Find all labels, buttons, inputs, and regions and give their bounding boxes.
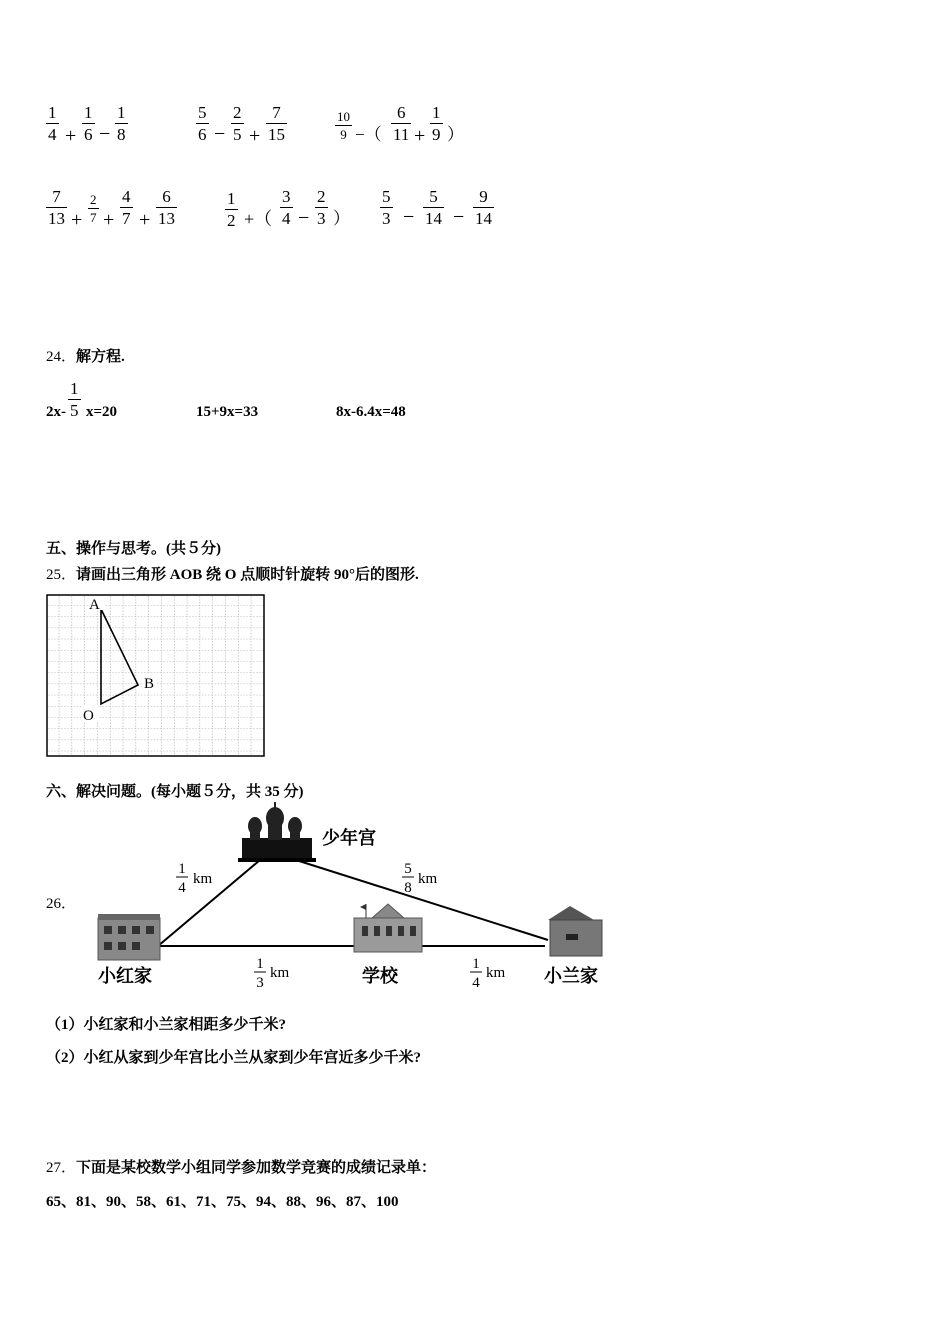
- svg-text:8: 8: [404, 880, 412, 896]
- question-26-sub-1: （1）小红家和小兰家相距多少千米?: [46, 1017, 287, 1033]
- question-26-number: 26．: [46, 896, 77, 912]
- fraction: $\frac{4}{7}$: [122, 187, 131, 228]
- svg-text:4: 4: [472, 975, 480, 991]
- fraction: $\frac{2}{7}$: [90, 192, 97, 225]
- label-home-red: 小红家: [98, 966, 152, 986]
- label-home-lan: 小兰家: [544, 966, 598, 986]
- home-red-icon: [98, 914, 160, 960]
- svg-text:km: km: [418, 871, 438, 887]
- svg-text:1: 1: [178, 861, 186, 877]
- question-24-title: 24．解方程.: [46, 349, 125, 365]
- svg-text:5: 5: [404, 861, 412, 877]
- distance-red-palace: [176, 861, 213, 896]
- fraction: $\frac{2}{5}$: [233, 103, 242, 144]
- operator: −（: [355, 125, 382, 144]
- route-map-diagram: [90, 800, 610, 1000]
- fraction: $\frac{3}{4}$: [282, 187, 291, 228]
- fraction: $\frac{7}{15}$: [268, 103, 285, 144]
- vertex-label-o: O: [83, 708, 94, 724]
- equation-1-prefix: 2x-: [46, 404, 66, 420]
- equation-1-suffix: x=20: [86, 404, 118, 420]
- operator: −: [298, 207, 310, 229]
- vertex-label-a: A: [89, 597, 100, 613]
- question-27-scores: 65、81、90、58、61、71、75、94、88、96、87、100: [46, 1194, 399, 1210]
- fraction: $\frac{6}{13}$: [158, 187, 175, 228]
- equation-2: 15+9x=33: [196, 404, 259, 420]
- question-27-text: 27．下面是某校数学小组同学参加数学竞赛的成绩记录单：: [46, 1160, 437, 1176]
- operator: −: [99, 123, 111, 145]
- operator: +: [103, 209, 115, 231]
- operator: −: [403, 206, 415, 228]
- distance-red-school: [254, 956, 290, 991]
- svg-text:1: 1: [472, 956, 480, 972]
- operator: +: [249, 125, 261, 147]
- svg-text:3: 3: [256, 975, 264, 991]
- fraction: $\frac{1}{2}$: [227, 189, 236, 230]
- palace-icon: [238, 802, 316, 862]
- operator: −: [453, 206, 465, 228]
- svg-text:4: 4: [178, 880, 186, 896]
- fraction: $\frac{1}{9}$: [432, 103, 441, 144]
- fraction: $\frac{5}{14}$: [425, 187, 442, 228]
- distance-palace-lan: [402, 861, 438, 896]
- operator: −: [214, 123, 226, 145]
- svg-text:km: km: [270, 965, 290, 981]
- label-palace: 少年宫: [322, 828, 376, 848]
- equation-1-fraction: $\frac{1}{5}$: [70, 379, 79, 420]
- question-25-text: 25．请画出三角形 AOB 绕 O 点顺时针旋转 90°后的图形.: [46, 567, 419, 583]
- fraction: $\frac{7}{13}$: [48, 187, 65, 228]
- fraction: $\frac{2}{3}$: [317, 187, 326, 228]
- fraction: $\frac{1}{6}$: [84, 103, 93, 144]
- operator: +: [139, 209, 151, 231]
- operator: +: [71, 209, 83, 231]
- rotation-grid-figure: [46, 594, 266, 758]
- operator: ）: [333, 209, 350, 228]
- operator: ）: [447, 125, 464, 144]
- home-lan-icon: [548, 906, 602, 956]
- equation-3: 8x-6.4x=48: [336, 404, 406, 420]
- operator: +（: [244, 209, 273, 229]
- operator: +: [65, 125, 77, 147]
- question-26-sub-2: （2）小红从家到少年宫比小兰从家到少年宫近多少千米?: [46, 1050, 422, 1066]
- fraction: $\frac{5}{3}$: [382, 187, 391, 228]
- fraction: $\frac{9}{14}$: [475, 187, 492, 228]
- svg-text:1: 1: [256, 956, 264, 972]
- section-5-heading: 五、操作与思考。(共５分): [46, 541, 221, 557]
- svg-text:km: km: [486, 965, 506, 981]
- svg-text:km: km: [193, 871, 213, 887]
- label-school: 学校: [362, 966, 398, 986]
- section-6-heading: 六、解决问题。(每小题５分，共 35 分): [46, 784, 304, 800]
- fraction: $\frac{10}{9}$: [337, 109, 350, 142]
- vertex-label-b: B: [144, 676, 155, 692]
- fraction: $\frac{1}{8}$: [117, 103, 126, 144]
- school-icon: [354, 904, 422, 952]
- fraction: $\frac{6}{11}$: [393, 103, 410, 144]
- operator: +: [414, 125, 426, 147]
- fraction: $\frac{5}{6}$: [198, 103, 207, 144]
- fraction: $\frac{1}{4}$: [48, 103, 57, 144]
- distance-school-lan: [470, 956, 506, 991]
